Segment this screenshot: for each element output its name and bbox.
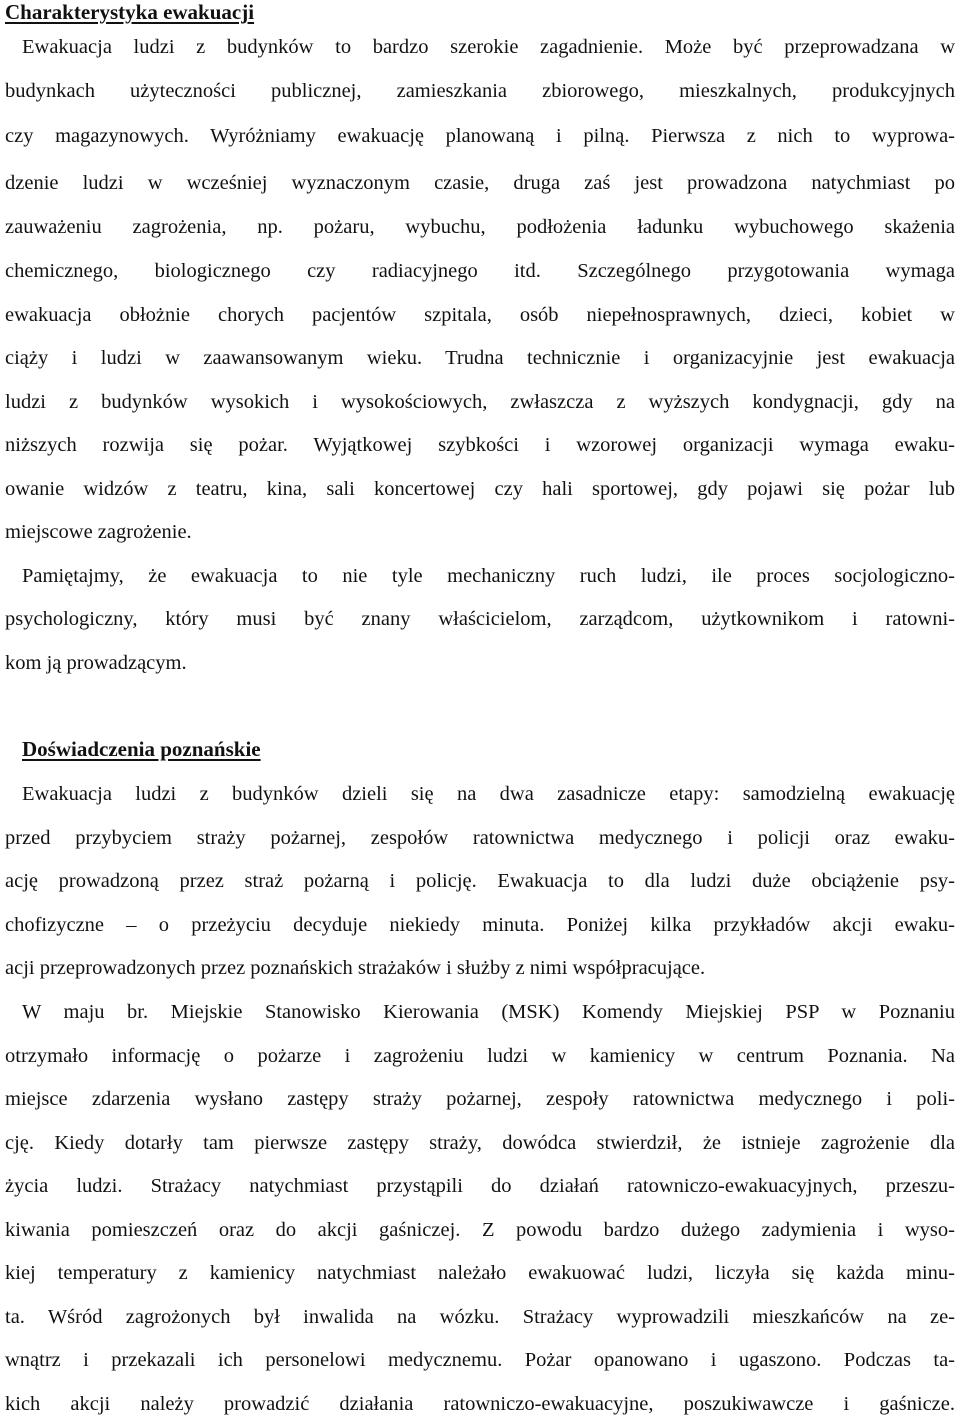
paragraph-line: Ewakuacja ludzi z budynków dzieli się na dwa zasadnicze etapy: samodzielną ewakuację bbox=[22, 783, 955, 805]
paragraph-line: otrzymało informację o pożarze i zagrożeniu ludzi w kamienicy w centrum Poznania. Na bbox=[5, 1045, 955, 1067]
paragraph-line: Pamiętajmy, że ewakuacja to nie tyle mechaniczny ruch ludzi, ile proces socjologiczno- bbox=[22, 565, 955, 587]
paragraph-line: chofizyczne – o przeżyciu decyduje niekiedy minuta. Poniżej kilka przykładów akcji ewaku- bbox=[5, 914, 955, 936]
paragraph-line: kiej temperatury z kamienicy natychmiast należało ewakuować ludzi, liczyła się każda minu- bbox=[5, 1262, 955, 1284]
paragraph-line: ta. Wśród zagrożonych był inwalida na wózku. Strażacy wyprowadzili mieszkańców na ze- bbox=[5, 1306, 955, 1328]
paragraph-line: psychologiczny, który musi być znany właścicielom, zarządcom, użytkownikom i ratowni- bbox=[5, 608, 955, 630]
paragraph-line: acji przeprowadzonych przez poznańskich strażaków i służby z nimi współpracujące. bbox=[5, 957, 706, 979]
paragraph-line: owanie widzów z teatru, kina, sali koncertowej czy hali sportowej, gdy pojawi się pożar lub bbox=[5, 478, 955, 500]
paragraph-line: przed przybyciem straży pożarnej, zespołów ratownictwa medycznego i policji oraz ewaku- bbox=[5, 827, 955, 849]
paragraph-line: dzenie ludzi w wcześniej wyznaczonym czasie, druga zaś jest prowadzona natychmiast po bbox=[5, 172, 955, 194]
paragraph-line: kiwania pomieszczeń oraz do akcji gaśniczej. Z powodu bardzo dużego zadymienia i wyso- bbox=[5, 1219, 955, 1241]
paragraph-line: ewakuacja obłożnie chorych pacjentów szpitala, osób niepełnosprawnych, dzieci, kobiet w bbox=[5, 304, 955, 326]
paragraph-line: kom ją prowadzącym. bbox=[5, 652, 187, 674]
section-heading-charakterystyka: Charakterystyka ewakuacji bbox=[5, 0, 255, 24]
paragraph-line: wnątrz i przekazali ich personelowi medycznemu. Pożar opanowano i ugaszono. Podczas ta- bbox=[5, 1349, 955, 1371]
paragraph-line: cję. Kiedy dotarły tam pierwsze zastępy straży, dowódca stwierdził, że istnieje zagrożenie dla bbox=[5, 1132, 955, 1154]
paragraph-line: chemicznego, biologicznego czy radiacyjnego itd. Szczególnego przygotowania wymaga bbox=[5, 260, 955, 282]
paragraph-line: W maju br. Miejskie Stanowisko Kierowania (MSK) Komendy Miejskiej PSP w Poznaniu bbox=[22, 1001, 955, 1023]
paragraph-line: kich akcji należy prowadzić działania ratowniczo-ewakuacyjne, poszukiwawcze i gaśnicze. bbox=[5, 1393, 955, 1415]
paragraph-line: czy magazynowych. Wyróżniamy ewakuację planowaną i pilną. Pierwsza z nich to wyprowa- bbox=[5, 125, 955, 147]
paragraph-line: niższych rozwija się pożar. Wyjątkowej szybkości i wzorowej organizacji wymaga ewaku- bbox=[5, 434, 955, 456]
paragraph-line: ludzi z budynków wysokich i wysokościowych, zwłaszcza z wyższych kondygnacji, gdy na bbox=[5, 391, 955, 413]
paragraph-line: miejsce zdarzenia wysłano zastępy straży pożarnej, zespoły ratownictwa medycznego i poli- bbox=[5, 1088, 955, 1110]
paragraph-line: ację prowadzoną przez straż pożarną i policję. Ewakuacja to dla ludzi duże obciążenie psy- bbox=[5, 870, 955, 892]
paragraph-line: życia ludzi. Strażacy natychmiast przystąpili do działań ratowniczo-ewakuacyjnych, przeszu- bbox=[5, 1175, 955, 1197]
paragraph-line: miejscowe zagrożenie. bbox=[5, 521, 192, 543]
paragraph-line: zauważeniu zagrożenia, np. pożaru, wybuchu, podłożenia ładunku wybuchowego skażenia bbox=[5, 216, 955, 238]
paragraph-line: ciąży i ludzi w zaawansowanym wieku. Trudna technicznie i organizacyjnie jest ewakuacja bbox=[5, 347, 955, 369]
paragraph-line: Ewakuacja ludzi z budynków to bardzo szerokie zagadnienie. Może być przeprowadzana w bbox=[22, 36, 955, 58]
section-heading-doswiadczenia: Doświadczenia poznańskie bbox=[22, 737, 261, 761]
paragraph-line: budynkach użyteczności publicznej, zamieszkania zbiorowego, mieszkalnych, produkcyjnych bbox=[5, 80, 955, 102]
